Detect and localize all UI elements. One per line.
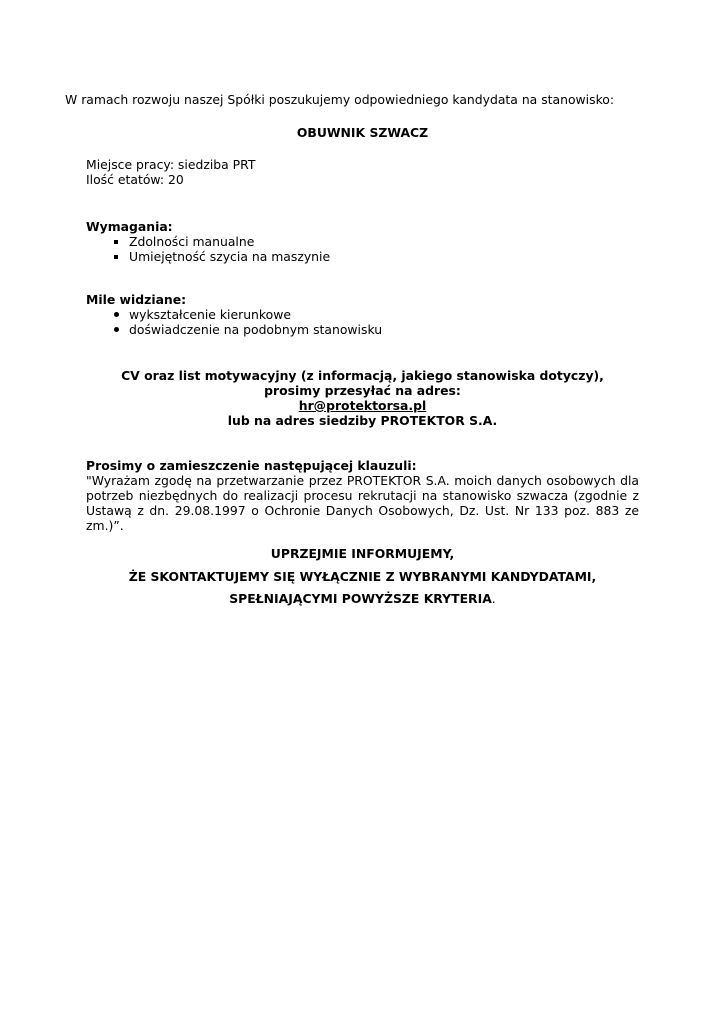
email-link[interactable]: hr@protektorsa.pl: [298, 398, 427, 413]
positions-count-line: Ilość etatów: 20: [86, 172, 184, 187]
list-item-text: wykształcenie kierunkowe: [129, 307, 291, 322]
requirements-heading: Wymagania:: [86, 219, 173, 234]
clause-heading: Prosimy o zamieszczenie następującej klauzuli:: [86, 458, 417, 473]
clause-text: "Wyrażam zgodę na przetwarzanie przez PROTEKTOR S.A. moich danych osobowych dla potrzeb niezbędnych do realizacji procesu rekrutacji na stanowisko szwacza (zgodnie z Ustawą z dn. 29.08.1997 o Ochronie Danych Osobowych, Dz. Ust. Nr 133 poz. 883 ze zm.)”.: [86, 473, 639, 533]
nice-to-have-list: [86, 307, 382, 337]
intro-text: W ramach rozwoju naszej Spółki poszukujemy odpowiedniego kandydata na stanowisko:: [65, 92, 615, 107]
list-item-text: doświadczenie na podobnym stanowisku: [129, 322, 383, 337]
contact-line-2: prosimy przesyłać na adres:: [264, 383, 461, 398]
list-item-text: Umiejętność szycia na maszynie: [129, 249, 331, 264]
clause-section: [86, 458, 639, 533]
contact-section: [0, 368, 725, 428]
job-details: [86, 157, 255, 187]
nice-to-have-heading: Mile widziane:: [86, 292, 187, 307]
list-item: [86, 307, 382, 322]
notice-line-2: ŻE SKONTAKTUJEMY SIĘ WYŁĄCZNIE Z WYBRANYMI KANDYDATAMI,: [128, 569, 597, 584]
notice-line-3: [0, 591, 725, 606]
round-bullet-icon: [110, 322, 122, 337]
requirements-section: [86, 219, 330, 264]
round-bullet-icon: [110, 307, 122, 322]
list-item-text: Zdolności manualne: [129, 234, 255, 249]
contact-line-1: CV oraz list motywacyjny (z informacją, jakiego stanowiska dotyczy),: [121, 368, 604, 383]
list-item: [86, 234, 330, 249]
notice-line-3-text: SPEŁNIAJĄCYMI POWYŻSZE KRYTERIA: [229, 591, 492, 606]
contact-line-4: lub na adres siedziby PROTEKTOR S.A.: [227, 413, 498, 428]
position-title: OBUWNIK SZWACZ: [296, 125, 429, 140]
requirements-list: [86, 234, 330, 264]
square-bullet-icon: [110, 249, 122, 264]
list-item: [86, 249, 330, 264]
list-item: [86, 322, 382, 337]
notice-line-3-period: .: [491, 591, 496, 606]
nice-to-have-section: [86, 292, 382, 337]
notice-line-1: UPRZEJMIE INFORMUJEMY,: [270, 546, 455, 561]
square-bullet-icon: [110, 234, 122, 249]
workplace-line: Miejsce pracy: siedziba PRT: [86, 157, 256, 172]
